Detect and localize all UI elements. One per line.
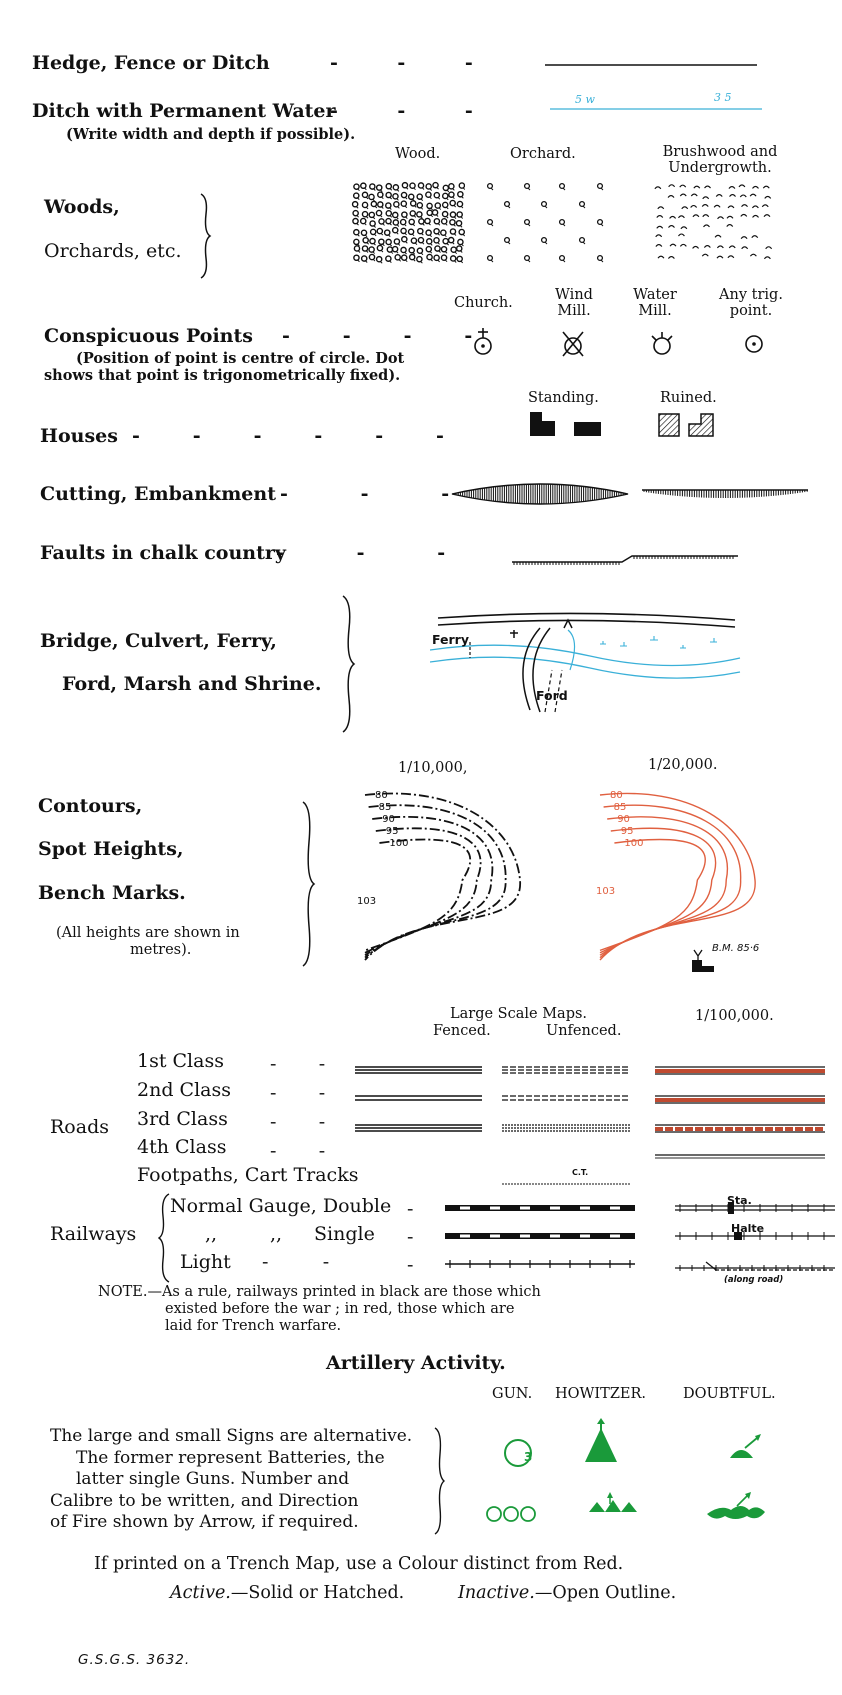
contour-label: 85	[613, 802, 627, 813]
halte-label: Halte	[731, 1222, 765, 1235]
note-line-2: existed before the war ; in red, those which are	[165, 1301, 515, 1317]
bench-marks-label: Bench Marks.	[38, 882, 186, 904]
spot-height-black: 103	[357, 896, 377, 907]
leader-dashes: - -	[262, 1251, 330, 1273]
bench-mark-label: B.M. 85·6	[712, 943, 760, 954]
contour-label: 80	[610, 790, 623, 801]
large-scale-head: Large Scale Maps.	[450, 1006, 588, 1022]
railway-symbols	[440, 1196, 840, 1286]
fenced-head: Fenced.	[433, 1023, 491, 1039]
active-word: Active.	[170, 1583, 231, 1603]
leader-dashes: - - - - - -	[132, 425, 444, 447]
gun-number: 3	[524, 1450, 533, 1464]
leader-dashes: - - - - - - - -	[270, 1053, 326, 1162]
artillery-text-4: Calibre to be written, and Direction	[50, 1490, 359, 1511]
windmill-icon	[555, 326, 591, 358]
station-label: Sta.	[727, 1194, 752, 1207]
contours-note-1: (All heights are shown in	[56, 925, 240, 941]
hedge-symbol	[545, 60, 760, 70]
contour-label: 90	[617, 814, 630, 825]
contours-note-2: metres).	[130, 942, 192, 958]
contour-label: 90	[382, 814, 395, 825]
leader-dashes: - - -	[330, 100, 473, 122]
watermill-icon	[647, 330, 677, 358]
inactive-rest: —Open Outline.	[534, 1583, 677, 1603]
cutting-label: Cutting, Embankment	[40, 483, 276, 505]
wood-symbol	[350, 180, 465, 265]
artillery-text-2: The former represent Batteries, the	[76, 1447, 385, 1468]
col-orchard: Orchard.	[510, 146, 576, 162]
rail-ditto-2: ,,	[270, 1223, 283, 1245]
leader-dashes: - - -	[407, 1198, 414, 1276]
spot-heights-label: Spot Heights,	[38, 838, 184, 860]
cart-track-mark: C.T.	[572, 1168, 589, 1177]
bridge-label-1: Bridge, Culvert, Ferry,	[40, 630, 277, 652]
road-class-1: 1st Class	[137, 1050, 224, 1072]
col-wood: Wood.	[395, 146, 441, 162]
scale-20000: 1/20,000.	[648, 757, 718, 773]
howitzer-head: HOWITZER.	[555, 1386, 647, 1402]
points-label: Conspicuous Points	[44, 325, 253, 347]
faults-label: Faults in chalk country	[40, 542, 286, 564]
contour-label: 100	[624, 838, 644, 849]
embankment-symbol	[640, 480, 810, 508]
trench-map-note: If printed on a Trench Map, use a Colour distinct from Red.	[94, 1554, 624, 1574]
artillery-title: Artillery Activity.	[326, 1352, 506, 1374]
bridge-label-2: Ford, Marsh and Shrine.	[62, 673, 322, 695]
house-standing-icon	[530, 412, 605, 438]
windmill-head-1: Wind	[555, 287, 593, 303]
watermill-head-1: Water	[633, 287, 677, 303]
artillery-text-1: The large and small Signs are alternative.	[50, 1426, 413, 1446]
active-rest: —Solid or Hatched.	[230, 1583, 405, 1603]
ferry-label: Ferry	[432, 632, 469, 647]
watermill-head-2: Mill.	[638, 303, 672, 319]
brace-icon	[300, 800, 316, 968]
rail-single-label: Single	[314, 1223, 375, 1245]
artillery-text	[50, 1426, 430, 1534]
note-line-1: NOTE.—As a rule, railways printed in black are those which	[98, 1284, 541, 1300]
note-line-3: laid for Trench warfare.	[165, 1318, 342, 1334]
railways-label: Railways	[50, 1223, 137, 1245]
contour-label: 85	[378, 802, 392, 813]
contours-20000	[590, 785, 790, 970]
points-note-1: (Position of point is centre of circle. Dot	[76, 350, 405, 367]
rail-ditto-1: ,,	[205, 1223, 218, 1245]
contours-label: Contours,	[38, 795, 143, 817]
houses-standing-head: Standing.	[528, 390, 599, 406]
contour-label: 95	[385, 826, 399, 837]
road-class-4: 4th Class	[137, 1136, 227, 1158]
col-brushwood: Brushwood and Undergrowth.	[662, 144, 778, 176]
church-icon	[470, 326, 496, 358]
along-road-label: (along road)	[724, 1275, 784, 1285]
fault-symbol	[510, 550, 740, 568]
woods-label: Woods,	[44, 196, 120, 218]
road-symbols	[355, 1045, 835, 1185]
road-class-2: 2nd Class	[137, 1079, 231, 1101]
leader-dashes: - - -	[276, 542, 446, 564]
church-head: Church.	[454, 295, 513, 311]
windmill-head-2: Mill.	[557, 303, 591, 319]
rail-double-label: Normal Gauge, Double	[170, 1195, 392, 1217]
contour-label: 100	[389, 838, 409, 849]
doubtful-head: DOUBTFUL.	[683, 1386, 776, 1402]
rail-light-label: Light	[180, 1251, 231, 1273]
leader-dashes: - - - -	[282, 325, 473, 347]
artillery-text-3: latter single Guns. Number and	[76, 1469, 350, 1489]
brace-icon	[432, 1426, 446, 1536]
inactive-note	[458, 1583, 676, 1603]
orchards-label: Orchards, etc.	[44, 240, 182, 262]
bench-mark-icon	[690, 948, 720, 974]
houses-label: Houses	[40, 425, 118, 447]
ditch-depth-mark: 3 5	[714, 91, 732, 104]
trig-head-2: point.	[729, 303, 773, 319]
artillery-symbols	[485, 1418, 785, 1538]
active-note	[170, 1583, 404, 1603]
inactive-word: Inactive.	[458, 1583, 535, 1603]
houses-ruined-head: Ruined.	[660, 390, 717, 406]
ditch-note: (Write width and depth if possible).	[66, 126, 356, 143]
brace-icon	[340, 594, 356, 734]
contour-label: 80	[375, 790, 388, 801]
contour-label: 95	[620, 826, 634, 837]
bridge-map	[430, 600, 745, 720]
hedge-label: Hedge, Fence or Ditch	[32, 52, 270, 74]
unfenced-head: Unfenced.	[546, 1023, 622, 1039]
road-class-3: 3rd Class	[137, 1108, 228, 1130]
spot-height-red: 103	[596, 886, 616, 897]
trig-point-icon	[740, 330, 768, 358]
orchard-symbol	[482, 180, 610, 265]
roads-label: Roads	[50, 1116, 109, 1138]
leader-dashes: - - -	[330, 52, 473, 74]
trig-head-1: Any trig.	[719, 287, 783, 303]
ditch-label: Ditch with Permanent Water	[32, 100, 336, 122]
house-ruined-icon	[657, 412, 717, 438]
small-scale-head: 1/100,000.	[695, 1008, 774, 1024]
brushwood-symbol	[650, 180, 775, 265]
cutting-symbol	[450, 478, 630, 510]
footer-code: G.S.G.S. 3632.	[78, 1652, 191, 1668]
leader-dashes: - - -	[280, 483, 450, 505]
artillery-text-5: of Fire shown by Arrow, if required.	[50, 1512, 359, 1532]
contours-10000	[355, 785, 545, 975]
brace-icon	[198, 192, 212, 280]
gun-head: GUN.	[492, 1386, 533, 1402]
points-note-2: shows that point is trigonometrically fixed).	[44, 367, 401, 384]
ford-label: Ford	[536, 688, 568, 703]
footpaths-label: Footpaths, Cart Tracks	[137, 1164, 359, 1186]
ditch-width-mark: 5 w	[575, 93, 595, 106]
scale-10000: 1/10,000,	[398, 760, 468, 776]
